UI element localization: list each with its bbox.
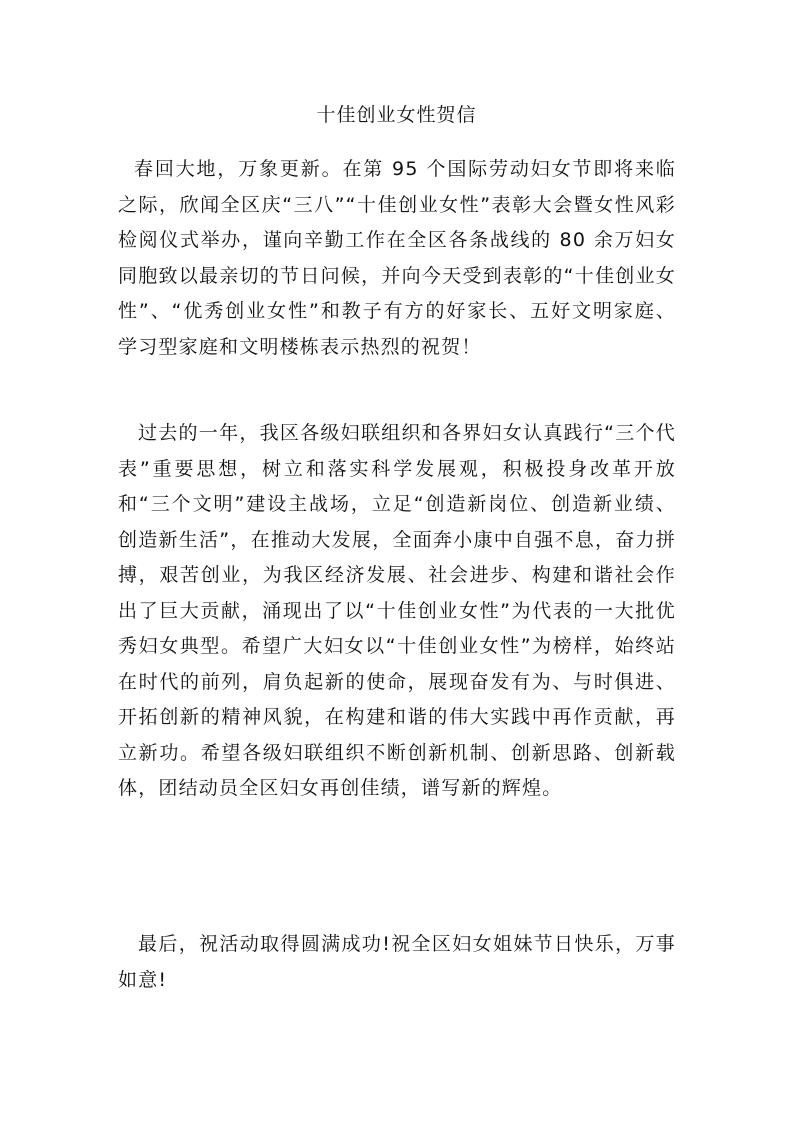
- paragraph-closing: 最后，祝活动取得圆满成功!祝全区妇女姐妹节日快乐，万事如意!: [118, 933, 676, 991]
- document-title: 十佳创业女性贺信: [316, 104, 477, 126]
- paragraph-greeting: 春回大地，万象更新。在第 95 个国际劳动妇女节即将来临之际，欣闻全区庆“三八”“十佳创业女性”表彰大会暨女性风彩检阅仪式举办，谨向辛勤工作在全区各条战线的 80 余万妇女同胞致以最亲切的节日问候，并向今天受到表彰的“十佳创业女性”、“优秀创业女性”和教子有方的好家长、五好文明家庭、学习型家庭和文明楼栋表示热烈的祝贺！: [118, 158, 676, 358]
- paragraph-review: 过去的一年，我区各级妇联组织和各界妇女认真践行“三个代表”重要思想，树立和落实科学发展观，积极投身改革开放和“三个文明”建设主战场，立足“创造新岗位、创造新业绩、创造新生活”，在推动大发展，全面奔小康中自强不息，奋力拼搏，艰苦创业，为我区经济发展、社会进步、构建和谐社会作出了巨大贡献，涌现出了以“十佳创业女性”为代表的一大批优秀妇女典型。希望广大妇女以“十佳创业女性”为榜样，始终站在时代的前列，肩负起新的使命，展现奋发有为、与时俱进、开拓创新的精神风貌，在构建和谐的伟大实践中再作贡献，再立新功。希望各级妇联组织不断创新机制、创新思路、创新载体，团结动员全区妇女再创佳绩，谱写新的辉煌。: [118, 422, 676, 799]
